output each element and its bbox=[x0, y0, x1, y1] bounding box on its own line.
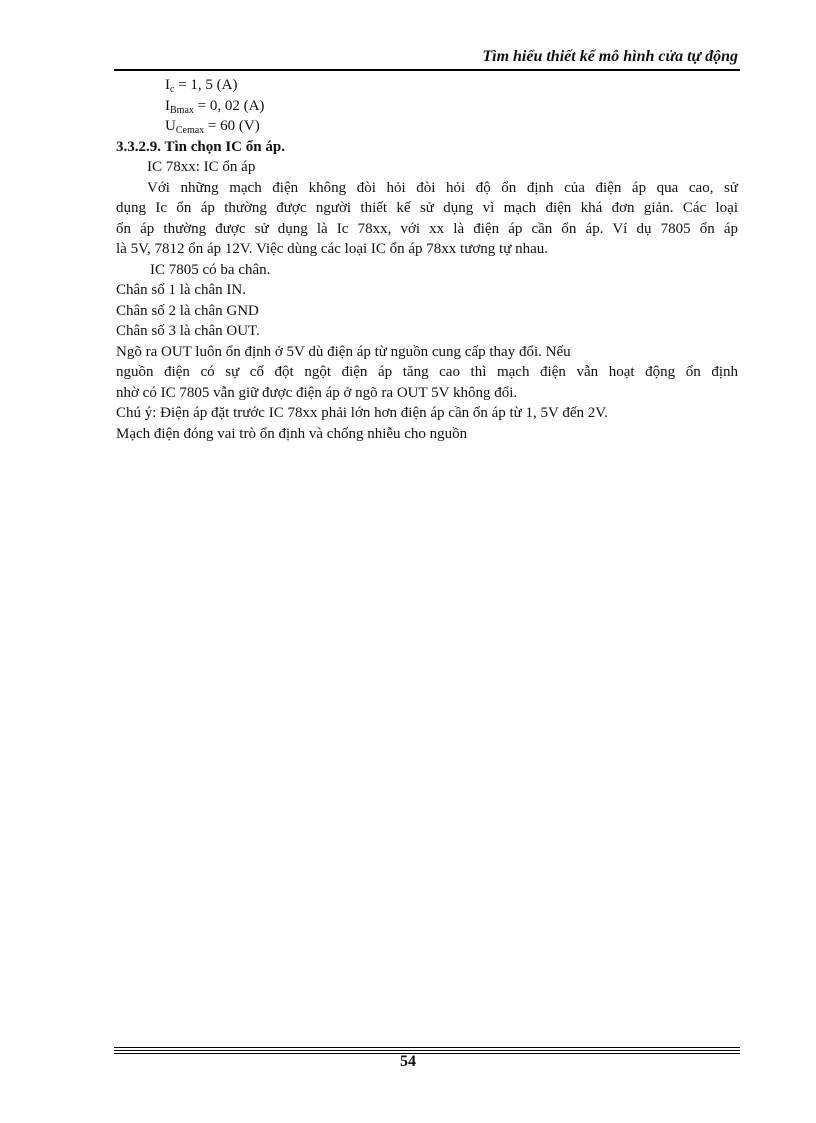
page-body bbox=[116, 75, 738, 444]
formula-ic bbox=[116, 75, 738, 96]
formula-ucemax bbox=[116, 116, 738, 137]
formula-subscript: Bmax bbox=[170, 104, 194, 116]
formula-value: = 1, 5 (A) bbox=[174, 77, 238, 93]
formula-symbol: I bbox=[165, 97, 170, 114]
formula-ibmax bbox=[116, 96, 738, 117]
section-subtitle: IC 78xx: IC ổn áp bbox=[147, 159, 256, 175]
formula-value: = 60 (V) bbox=[204, 118, 260, 134]
note-line: Chú ý: Điện áp đặt trước IC 78xx phải lớn hơn điện áp cần ổn áp từ 1, 5V đến 2V. bbox=[116, 405, 608, 421]
paragraph-line: là 5V, 7812 ổn áp 12V. Việc dùng các loại IC ổn áp 78xx tương tự nhau. bbox=[116, 241, 548, 257]
running-header-title: Tìm hiểu thiết kế mô hình cửa tự động bbox=[482, 48, 738, 65]
pins-intro: IC 7805 có ba chân. bbox=[150, 261, 271, 278]
formula-symbol: U bbox=[165, 118, 176, 134]
formula-value: = 0, 02 (A) bbox=[193, 97, 265, 114]
footer-rule bbox=[114, 1050, 740, 1051]
paragraph-line: Ngõ ra OUT luôn ổn định ở 5V dù điện áp từ nguồn cung cấp thay đổi. Nếu bbox=[116, 343, 571, 360]
formula-subscript: c bbox=[170, 84, 175, 95]
pin-item: Chân số 3 là chân OUT. bbox=[116, 323, 260, 339]
paragraph-line: Với những mạch điện không đòi hỏi đòi hỏi độ ổn định của điện áp qua cao, sử bbox=[147, 179, 738, 196]
paragraph-line: nguồn điện có sự cố đột ngột điện áp tăng cao thì mạch điện vẫn hoạt động ổn định bbox=[116, 364, 738, 380]
paragraph-line: dụng Ic ổn áp thường được người thiết kế sử dụng vì mạch điện khá đơn giản. Các loại bbox=[116, 200, 738, 216]
formula-symbol: I bbox=[165, 77, 170, 93]
formula-subscript: Cemax bbox=[175, 125, 205, 136]
footer-rule bbox=[114, 1047, 740, 1048]
pin-item: Chân số 1 là chân IN. bbox=[116, 282, 246, 298]
section-heading: 3.3.2.9. Tìn chọn IC ổn áp. bbox=[116, 138, 285, 155]
page-number: 54 bbox=[400, 1053, 416, 1070]
header-rule bbox=[114, 69, 740, 71]
closing-line: Mạch điện đóng vai trò ổn định và chống nhiễu cho nguồn bbox=[116, 425, 468, 442]
pin-item: Chân số 2 là chân GND bbox=[116, 302, 259, 319]
paragraph-line: nhờ có IC 7805 vẫn giữ được điện áp ở ngõ ra OUT 5V không đổi. bbox=[116, 384, 518, 401]
paragraph-line: ổn áp thường được sử dụng là Ic 78xx, với xx là điện áp cần ổn áp. Ví dụ 7805 ổn áp bbox=[116, 220, 738, 237]
